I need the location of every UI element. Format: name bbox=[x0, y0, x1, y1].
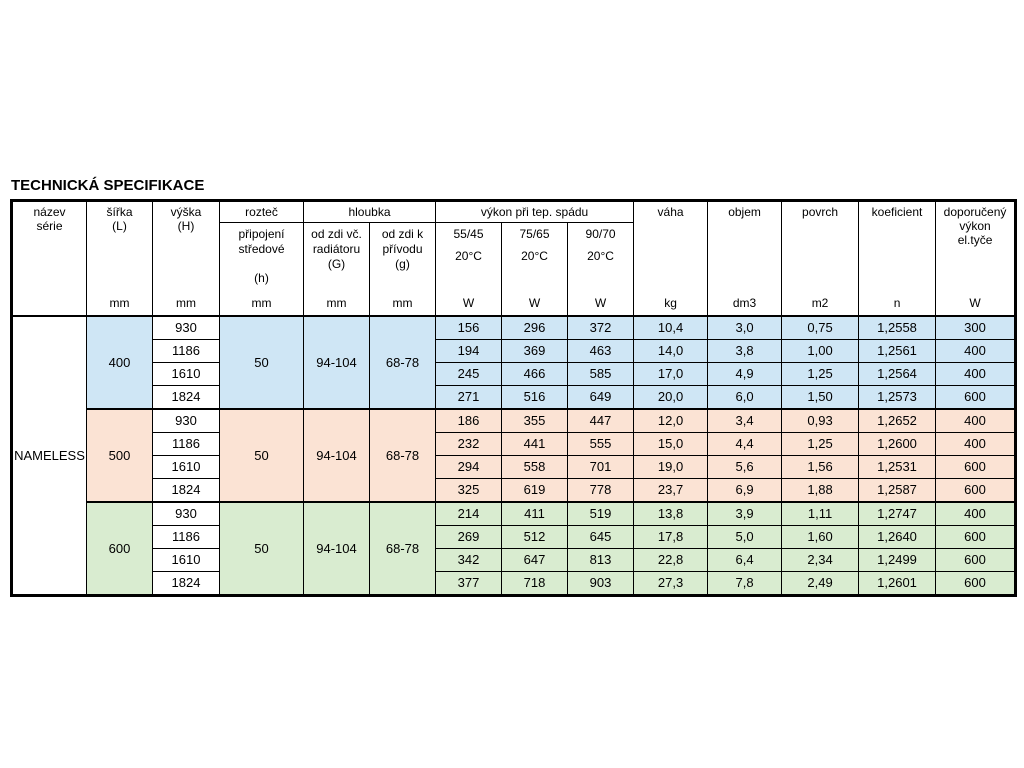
header-recommended-unit: W bbox=[969, 296, 981, 310]
header-power-9070-unit: W bbox=[594, 296, 607, 310]
surface-cell: 0,93 bbox=[782, 409, 859, 433]
depth-G-cell: 94-104 bbox=[304, 502, 370, 596]
power-7565-cell: 369 bbox=[502, 340, 568, 363]
header-pitch-unit: mm bbox=[251, 296, 272, 310]
header-depth-G-label-2: radiátoru bbox=[312, 242, 361, 256]
coefficient-cell: 1,2640 bbox=[859, 526, 936, 549]
weight-cell: 19,0 bbox=[634, 456, 708, 479]
recommended-power-cell: 400 bbox=[936, 409, 1016, 433]
coefficient-cell: 1,2652 bbox=[859, 409, 936, 433]
spec-row-width-500-1186 bbox=[12, 433, 1016, 456]
coefficient-cell: 1,2600 bbox=[859, 433, 936, 456]
depth-g-cell: 68-78 bbox=[370, 502, 436, 596]
recommended-power-cell: 400 bbox=[936, 433, 1016, 456]
surface-cell: 1,60 bbox=[782, 526, 859, 549]
power-9070-cell: 372 bbox=[568, 316, 634, 340]
weight-cell: 12,0 bbox=[634, 409, 708, 433]
header-coefficient bbox=[859, 201, 936, 317]
height-cell: 1824 bbox=[153, 479, 220, 503]
header-row bbox=[12, 201, 1016, 317]
header-power-5545-unit: W bbox=[462, 296, 475, 310]
surface-cell: 1,25 bbox=[782, 433, 859, 456]
height-cell: 930 bbox=[153, 502, 220, 526]
header-height-unit: mm bbox=[176, 296, 196, 310]
width-cell: 600 bbox=[87, 502, 153, 596]
header-surface bbox=[782, 201, 859, 317]
header-surface-label: povrch bbox=[802, 205, 839, 219]
power-5545-cell: 325 bbox=[436, 479, 502, 503]
height-cell: 1186 bbox=[153, 433, 220, 456]
volume-cell: 3,8 bbox=[708, 340, 782, 363]
power-5545-cell: 342 bbox=[436, 549, 502, 572]
header-volume-unit: dm3 bbox=[732, 296, 757, 310]
power-5545-cell: 377 bbox=[436, 572, 502, 596]
header-height bbox=[153, 201, 220, 317]
height-cell: 1824 bbox=[153, 386, 220, 410]
spec-row-width-600-1610 bbox=[12, 549, 1016, 572]
pitch-cell: 50 bbox=[220, 316, 304, 409]
header-series-label-1: název bbox=[33, 205, 66, 219]
header-power-5545-temp: 20°C bbox=[455, 249, 482, 263]
table-body bbox=[12, 316, 1016, 596]
coefficient-cell: 1,2558 bbox=[859, 316, 936, 340]
power-9070-cell: 645 bbox=[568, 526, 634, 549]
volume-cell: 7,8 bbox=[708, 572, 782, 596]
header-recommended-label-2: výkon bbox=[959, 219, 991, 233]
recommended-power-cell: 600 bbox=[936, 479, 1016, 503]
power-7565-cell: 619 bbox=[502, 479, 568, 503]
spec-row-width-400-1824 bbox=[12, 386, 1016, 410]
recommended-power-cell: 400 bbox=[936, 502, 1016, 526]
power-5545-cell: 271 bbox=[436, 386, 502, 410]
volume-cell: 4,4 bbox=[708, 433, 782, 456]
header-pitch-label-2: středové bbox=[238, 242, 285, 256]
header-pitch-title: rozteč bbox=[220, 202, 303, 223]
surface-cell: 1,25 bbox=[782, 363, 859, 386]
depth-g-cell: 68-78 bbox=[370, 409, 436, 502]
power-5545-cell: 194 bbox=[436, 340, 502, 363]
coefficient-cell: 1,2573 bbox=[859, 386, 936, 410]
coefficient-cell: 1,2564 bbox=[859, 363, 936, 386]
header-recommended-label-1: doporučený bbox=[943, 205, 1007, 219]
power-7565-cell: 558 bbox=[502, 456, 568, 479]
power-9070-cell: 555 bbox=[568, 433, 634, 456]
header-depth-G-label-1: od zdi vč. bbox=[311, 227, 362, 241]
volume-cell: 4,9 bbox=[708, 363, 782, 386]
header-coefficient-unit: n bbox=[893, 296, 901, 310]
power-7565-cell: 516 bbox=[502, 386, 568, 410]
volume-cell: 6,0 bbox=[708, 386, 782, 410]
coefficient-cell: 1,2499 bbox=[859, 549, 936, 572]
recommended-power-cell: 600 bbox=[936, 572, 1016, 596]
volume-cell: 6,4 bbox=[708, 549, 782, 572]
power-5545-cell: 294 bbox=[436, 456, 502, 479]
power-5545-cell: 156 bbox=[436, 316, 502, 340]
spec-row-width-400-930 bbox=[12, 316, 1016, 340]
header-recommended-power bbox=[936, 201, 1016, 317]
height-cell: 930 bbox=[153, 316, 220, 340]
header-depth-g-label-3: (g) bbox=[395, 257, 410, 271]
power-7565-cell: 411 bbox=[502, 502, 568, 526]
header-power-9070-temp: 20°C bbox=[587, 249, 614, 263]
header-power-9070 bbox=[567, 223, 633, 315]
coefficient-cell: 1,2561 bbox=[859, 340, 936, 363]
header-depth-g-label-1: od zdi k bbox=[381, 227, 424, 241]
recommended-power-cell: 400 bbox=[936, 340, 1016, 363]
surface-cell: 0,75 bbox=[782, 316, 859, 340]
height-cell: 1824 bbox=[153, 572, 220, 596]
header-volume bbox=[708, 201, 782, 317]
volume-cell: 3,4 bbox=[708, 409, 782, 433]
header-depth-G bbox=[304, 223, 369, 315]
power-5545-cell: 245 bbox=[436, 363, 502, 386]
weight-cell: 17,0 bbox=[634, 363, 708, 386]
surface-cell: 1,88 bbox=[782, 479, 859, 503]
weight-cell: 10,4 bbox=[634, 316, 708, 340]
header-width-label-1: šířka bbox=[106, 205, 133, 219]
header-depth-g-unit: mm bbox=[392, 296, 413, 310]
header-volume-label: objem bbox=[728, 205, 761, 219]
volume-cell: 5,0 bbox=[708, 526, 782, 549]
header-height-label-1: výška bbox=[170, 205, 202, 219]
weight-cell: 14,0 bbox=[634, 340, 708, 363]
weight-cell: 27,3 bbox=[634, 572, 708, 596]
coefficient-cell: 1,2601 bbox=[859, 572, 936, 596]
depth-G-cell: 94-104 bbox=[304, 316, 370, 409]
header-width-unit: mm bbox=[109, 296, 130, 310]
spec-table-wrap bbox=[10, 199, 1017, 597]
recommended-power-cell: 400 bbox=[936, 363, 1016, 386]
width-cell: 400 bbox=[87, 316, 153, 409]
power-7565-cell: 647 bbox=[502, 549, 568, 572]
header-power-7565 bbox=[501, 223, 567, 315]
header-weight bbox=[634, 201, 708, 317]
page-title: TECHNICKÁ SPECIFIKACE bbox=[11, 177, 205, 194]
power-9070-cell: 903 bbox=[568, 572, 634, 596]
recommended-power-cell: 600 bbox=[936, 386, 1016, 410]
depth-G-cell: 94-104 bbox=[304, 409, 370, 502]
header-pitch-label-1: připojení bbox=[238, 227, 285, 241]
power-7565-cell: 466 bbox=[502, 363, 568, 386]
header-power-group bbox=[436, 201, 634, 317]
power-7565-cell: 441 bbox=[502, 433, 568, 456]
header-depth-G-unit: mm bbox=[326, 296, 347, 310]
height-cell: 1186 bbox=[153, 526, 220, 549]
header-depth-G-label-3: (G) bbox=[327, 257, 346, 271]
header-depth-group bbox=[304, 201, 436, 317]
volume-cell: 6,9 bbox=[708, 479, 782, 503]
weight-cell: 22,8 bbox=[634, 549, 708, 572]
table-header bbox=[12, 201, 1016, 317]
power-5545-cell: 269 bbox=[436, 526, 502, 549]
surface-cell: 1,56 bbox=[782, 456, 859, 479]
series-name-cell: NAMELESS bbox=[12, 316, 87, 596]
spec-row-width-500-1824 bbox=[12, 479, 1016, 503]
volume-cell: 3,0 bbox=[708, 316, 782, 340]
height-cell: 1186 bbox=[153, 340, 220, 363]
power-7565-cell: 296 bbox=[502, 316, 568, 340]
height-cell: 1610 bbox=[153, 456, 220, 479]
header-pitch bbox=[220, 201, 304, 317]
header-depth-title: hloubka bbox=[304, 202, 435, 223]
spec-row-width-500-930 bbox=[12, 409, 1016, 433]
header-height-label-2: (H) bbox=[177, 219, 195, 233]
power-9070-cell: 519 bbox=[568, 502, 634, 526]
header-weight-label: váha bbox=[657, 205, 684, 219]
header-power-7565-temp: 20°C bbox=[521, 249, 548, 263]
header-power-7565-unit: W bbox=[528, 296, 541, 310]
spec-row-width-400-1610 bbox=[12, 363, 1016, 386]
depth-g-cell: 68-78 bbox=[370, 316, 436, 409]
surface-cell: 1,50 bbox=[782, 386, 859, 410]
header-coefficient-label: koeficient bbox=[871, 205, 923, 219]
power-5545-cell: 186 bbox=[436, 409, 502, 433]
weight-cell: 15,0 bbox=[634, 433, 708, 456]
spec-table bbox=[10, 199, 1017, 597]
height-cell: 930 bbox=[153, 409, 220, 433]
weight-cell: 13,8 bbox=[634, 502, 708, 526]
recommended-power-cell: 300 bbox=[936, 316, 1016, 340]
power-5545-cell: 232 bbox=[436, 433, 502, 456]
header-power-7565-gradient: 75/65 bbox=[519, 227, 550, 241]
volume-cell: 3,9 bbox=[708, 502, 782, 526]
recommended-power-cell: 600 bbox=[936, 549, 1016, 572]
weight-cell: 23,7 bbox=[634, 479, 708, 503]
spec-row-width-400-1186 bbox=[12, 340, 1016, 363]
power-9070-cell: 813 bbox=[568, 549, 634, 572]
power-9070-cell: 649 bbox=[568, 386, 634, 410]
spec-row-width-600-1824 bbox=[12, 572, 1016, 596]
spec-row-width-600-930 bbox=[12, 502, 1016, 526]
pitch-cell: 50 bbox=[220, 502, 304, 596]
power-9070-cell: 778 bbox=[568, 479, 634, 503]
power-9070-cell: 701 bbox=[568, 456, 634, 479]
power-9070-cell: 463 bbox=[568, 340, 634, 363]
header-depth-g bbox=[369, 223, 435, 315]
coefficient-cell: 1,2587 bbox=[859, 479, 936, 503]
width-cell: 500 bbox=[87, 409, 153, 502]
header-series-name bbox=[12, 201, 87, 317]
header-weight-unit: kg bbox=[664, 296, 677, 310]
surface-cell: 1,00 bbox=[782, 340, 859, 363]
header-width bbox=[87, 201, 153, 317]
weight-cell: 17,8 bbox=[634, 526, 708, 549]
header-pitch-label-3: (h) bbox=[254, 271, 269, 285]
header-power-9070-gradient: 90/70 bbox=[585, 227, 616, 241]
header-series-label-2: série bbox=[36, 219, 63, 233]
height-cell: 1610 bbox=[153, 549, 220, 572]
pitch-cell: 50 bbox=[220, 409, 304, 502]
header-power-title: výkon při tep. spádu bbox=[436, 202, 633, 223]
power-5545-cell: 214 bbox=[436, 502, 502, 526]
power-7565-cell: 355 bbox=[502, 409, 568, 433]
power-9070-cell: 447 bbox=[568, 409, 634, 433]
surface-cell: 1,11 bbox=[782, 502, 859, 526]
recommended-power-cell: 600 bbox=[936, 456, 1016, 479]
weight-cell: 20,0 bbox=[634, 386, 708, 410]
volume-cell: 5,6 bbox=[708, 456, 782, 479]
spec-row-width-600-1186 bbox=[12, 526, 1016, 549]
power-7565-cell: 718 bbox=[502, 572, 568, 596]
spec-row-width-500-1610 bbox=[12, 456, 1016, 479]
surface-cell: 2,34 bbox=[782, 549, 859, 572]
height-cell: 1610 bbox=[153, 363, 220, 386]
power-7565-cell: 512 bbox=[502, 526, 568, 549]
coefficient-cell: 1,2747 bbox=[859, 502, 936, 526]
power-9070-cell: 585 bbox=[568, 363, 634, 386]
header-power-5545-gradient: 55/45 bbox=[453, 227, 484, 241]
recommended-power-cell: 600 bbox=[936, 526, 1016, 549]
header-power-5545 bbox=[436, 223, 501, 315]
header-surface-unit: m2 bbox=[811, 296, 829, 310]
header-depth-g-label-2: přívodu bbox=[382, 242, 423, 256]
header-width-label-2: (L) bbox=[112, 219, 127, 233]
coefficient-cell: 1,2531 bbox=[859, 456, 936, 479]
header-recommended-label-3: el.tyče bbox=[957, 233, 993, 247]
surface-cell: 2,49 bbox=[782, 572, 859, 596]
